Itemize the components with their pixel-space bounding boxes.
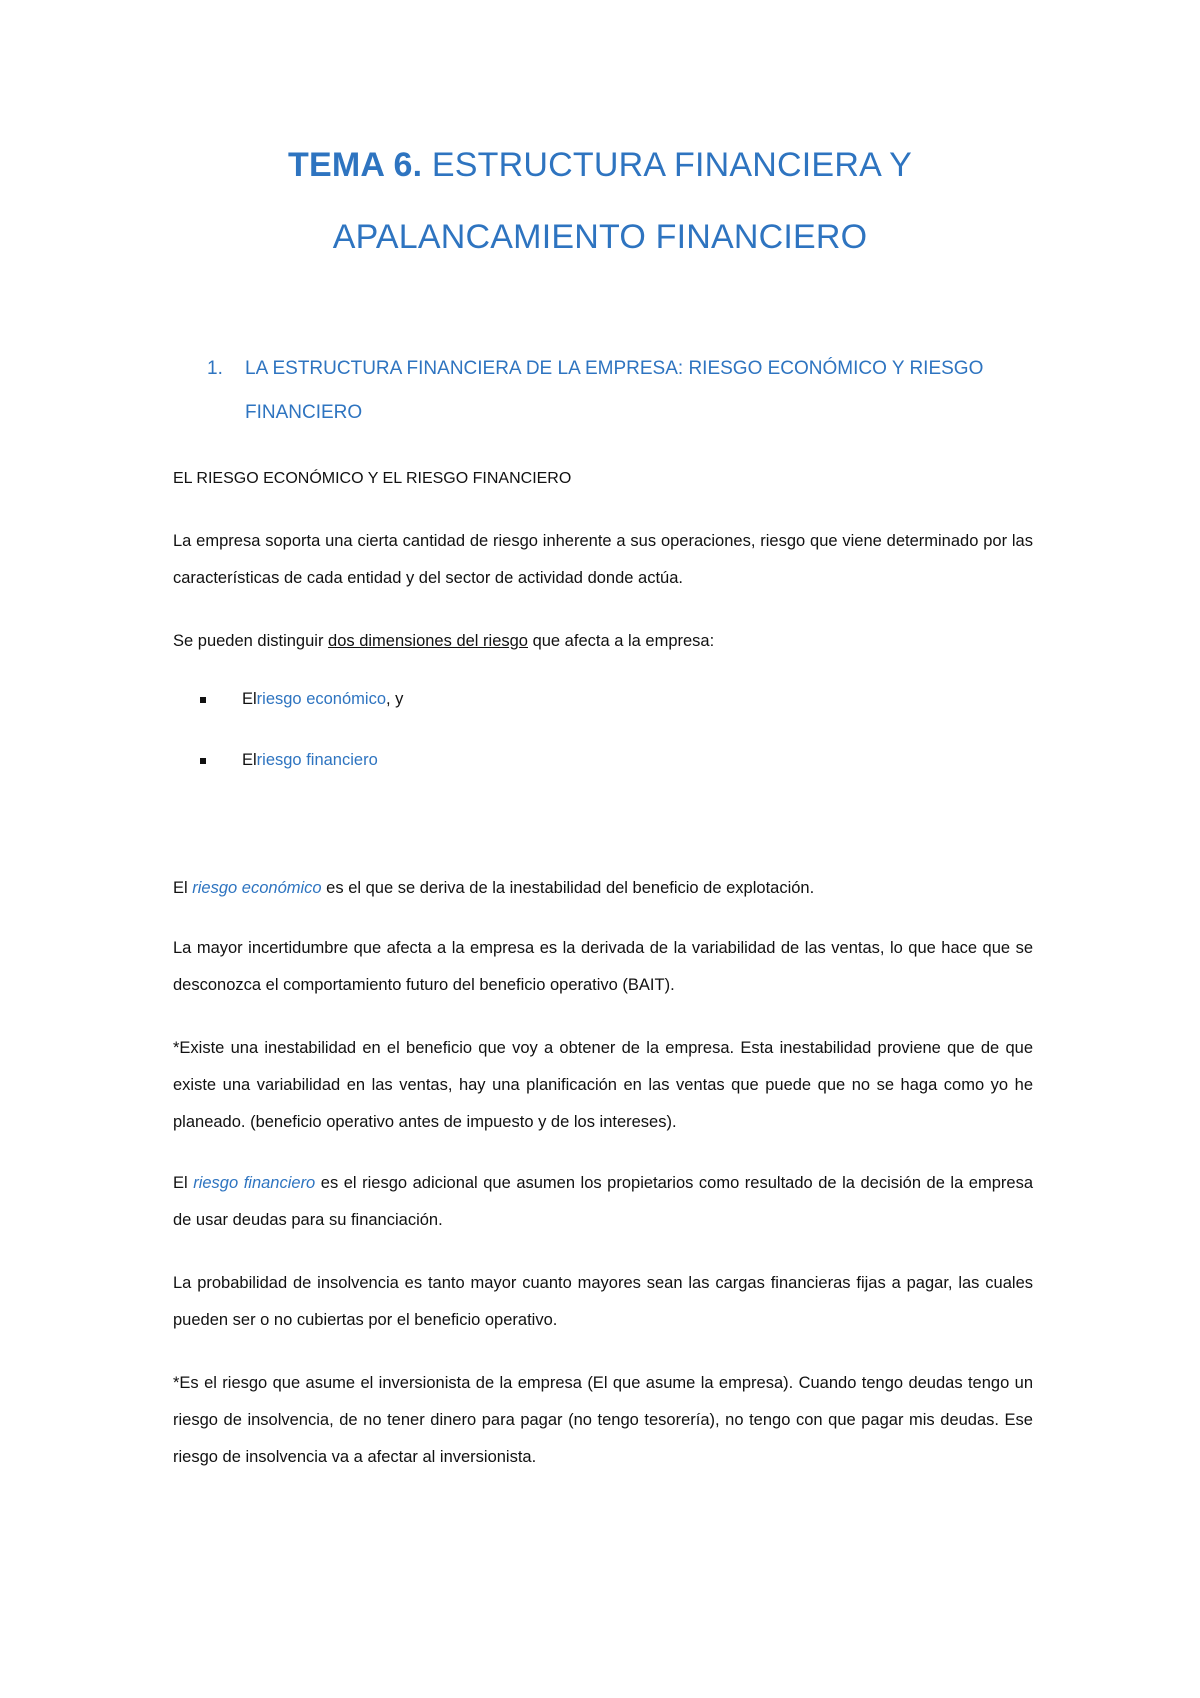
bullet-square-icon [200, 758, 206, 764]
paragraph-economic-risk-definition [173, 870, 1033, 907]
list-item-economic-risk [200, 690, 403, 709]
bullet-square-icon [200, 697, 206, 703]
list-item-text-post: , y [386, 690, 404, 708]
risk-dimensions-text-pre: Se pueden distinguir [173, 632, 329, 650]
list-item-text-pre: El [242, 690, 257, 708]
risk-dimensions-underlined: dos dimensiones del riesgo [328, 632, 528, 650]
section-heading-line-2: FINANCIERO [245, 402, 363, 423]
financial-risk-text-pre: El [173, 1174, 194, 1192]
title-text-part-1: ESTRUCTURA FINANCIERA Y [422, 146, 912, 184]
list-item-financial-risk [200, 751, 378, 770]
list-item-text-pre: El [242, 751, 257, 769]
economic-risk-term: riesgo económico [192, 879, 322, 897]
economic-risk-text-pre: El [173, 879, 193, 897]
paragraph-financial-risk-definition [173, 1165, 1033, 1239]
list-item-term: riesgo financiero [256, 751, 378, 769]
risk-dimensions-text-post: que afecta a la empresa: [527, 632, 715, 650]
economic-risk-text-post: es el que se deriva de la inestabilidad del beneficio de explotación. [321, 879, 815, 897]
paragraph-sales-uncertainty: La mayor incertidumbre que afecta a la empresa es la derivada de la variabilidad de las ventas, lo que hace que se desconozca el comportamiento futuro del beneficio operativo (BAIT). [173, 939, 1033, 994]
paragraph-insolvency-probability: La probabilidad de insolvencia es tanto mayor cuanto mayores sean las cargas financieras fijas a pagar, las cuales pueden ser o no cubiertas por el beneficio operativo. [173, 1274, 1033, 1329]
paragraph-risk-dimensions [173, 623, 1033, 660]
section-heading-line-1: LA ESTRUCTURA FINANCIERA DE LA EMPRESA: RIESGO ECONÓMICO Y RIESGO [245, 358, 984, 379]
paragraph-note-investor-risk: *Es el riesgo que asume el inversionista de la empresa (El que asume la empresa). Cuando tengo deudas tengo un riesgo de insolvencia, de no tener dinero para pagar (no tengo tesorería), no tengo con que pagar mis deudas. Ese riesgo de insolvencia va a afectar al inversionista. [173, 1374, 1033, 1466]
title-topic-number: TEMA 6. [288, 146, 423, 184]
list-item-term: riesgo económico [256, 690, 386, 708]
page-title-line-2: APALANCAMIENTO FINANCIERO [332, 218, 868, 256]
paragraph-risk-intro: La empresa soporta una cierta cantidad de riesgo inherente a sus operaciones, riesgo que viene determinado por las características de cada entidad y del sector de actividad donde actúa. [173, 532, 1033, 587]
financial-risk-text-post: es el riesgo adicional que asumen los propietarios como resultado de la decisión de la empresa de usar deudas para su financiación. [173, 1174, 1034, 1229]
page-title-line-1 [0, 146, 1200, 185]
section-number: 1. [207, 358, 223, 379]
paragraph-note-instability: *Existe una inestabilidad en el beneficio que voy a obtener de la empresa. Esta inestabilidad proviene que de que existe una variabilidad en las ventas, hay una planificación en las ventas que puede que no se haga como yo he planeado. (beneficio operativo antes de impuesto y de los intereses). [173, 1039, 1033, 1131]
financial-risk-term: riesgo financiero [193, 1174, 316, 1192]
subsection-heading: EL RIESGO ECONÓMICO Y EL RIESGO FINANCIERO [173, 470, 572, 487]
